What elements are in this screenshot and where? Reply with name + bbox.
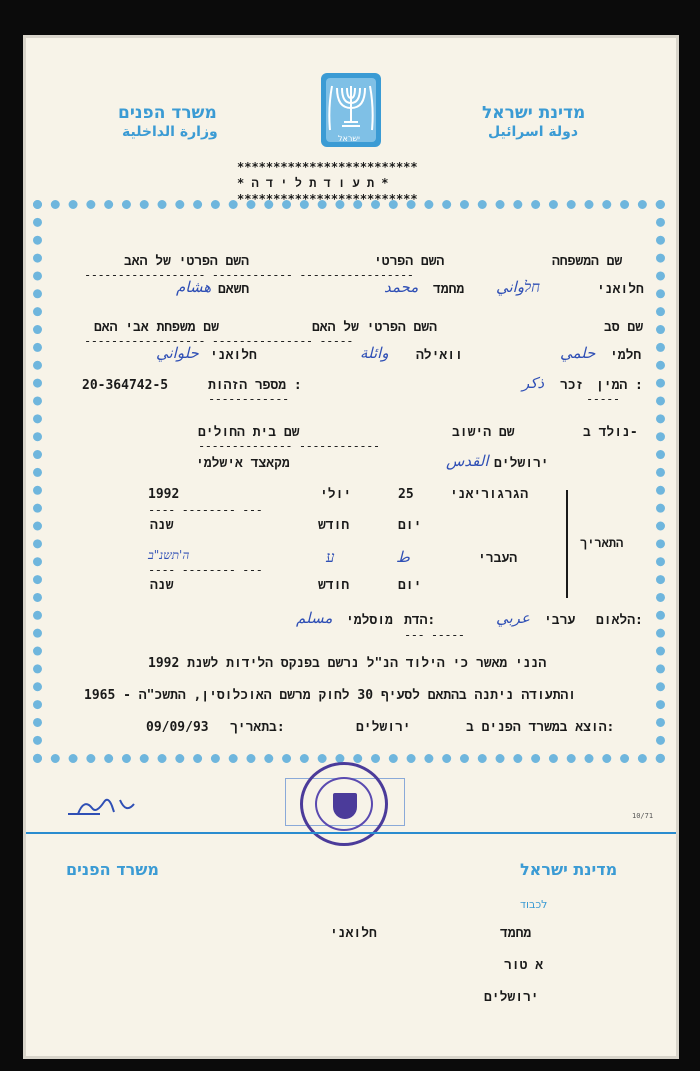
country-name-ar: دولة اسرائيل	[488, 124, 579, 140]
mother-name-label: השם הפרטי של האם	[312, 320, 437, 335]
gregorian-month: יולי	[320, 487, 352, 502]
hebrew-month-handwritten: ע	[326, 548, 335, 566]
first-name-label: השם הפרטי	[374, 254, 445, 269]
mother-father-value: חלואני	[210, 348, 257, 363]
issued-label: הוצא במשרד הפנים ב:	[466, 720, 615, 735]
separator: -----	[586, 392, 620, 406]
nationality-value: ערבי	[544, 613, 576, 628]
ministry-name-he: משרד הפנים	[118, 103, 217, 123]
first-name-handwritten: محمد	[384, 278, 419, 296]
nationality-handwritten: عربي	[496, 609, 530, 627]
mother-name-handwritten: وائلة	[360, 344, 389, 362]
family-name-handwritten: חלواني	[496, 278, 540, 296]
id-label: מספר הזהות :	[208, 378, 302, 393]
emblem-label: ישראל	[338, 134, 360, 143]
gregorian-year: 1992	[148, 487, 180, 502]
father-name-value: חשאם	[218, 282, 250, 297]
hebrew-label: העברי	[478, 551, 518, 566]
issued-date-label: בתאריך:	[230, 720, 285, 735]
separator: -------------- ------------	[198, 439, 380, 453]
title-stars-top: *************************	[237, 160, 418, 174]
religion-value: מוסלמי	[346, 613, 393, 628]
gregorian-day: 25	[398, 487, 414, 502]
id-value: 20-364742-5	[82, 378, 169, 393]
form-code: 10/71	[632, 812, 654, 820]
grandfather-value: חלמי	[610, 348, 642, 363]
recipient-last-name: חלואני	[330, 926, 377, 941]
sex-value: זכר	[560, 378, 584, 393]
recipient-first-name: מחמד	[500, 926, 532, 941]
gregorian-label: הגרגוריאני	[450, 487, 529, 502]
first-name-value: מחמד	[433, 282, 465, 297]
religion-label: הדת:	[404, 613, 436, 628]
mother-father-handwritten: حلواني	[156, 344, 199, 362]
separator: ------------------ --------------- -----	[84, 334, 353, 348]
nationality-label: הלאום:	[596, 613, 643, 628]
month-label-greg: חודש	[318, 518, 350, 533]
country-name-he: מדינת ישראל	[482, 103, 586, 123]
signature	[64, 792, 154, 820]
separator: ------------	[208, 392, 289, 406]
mother-father-label: שם משפחת אבי האם	[94, 320, 219, 335]
statement-line-1: הנני מאשר כי הילוד הנ"ל נרשם בפנקס הלידות לשנת 1992	[148, 656, 547, 671]
envelope-divider	[26, 832, 676, 834]
year-label-heb: שנה	[150, 578, 174, 593]
document-title: * ת ע ו ד ת ל י ד ה *	[237, 176, 389, 190]
year-label-greg: שנה	[150, 518, 174, 533]
month-label-heb: חודש	[318, 578, 350, 593]
born-label: נולד ב-	[583, 425, 638, 440]
date-side-label: התאריך	[580, 536, 624, 550]
mother-name-value: וואילה	[416, 348, 463, 363]
sex-label: המין :	[596, 378, 643, 393]
recipient-city: ירושלים	[484, 990, 539, 1005]
day-label-greg: יום	[398, 518, 422, 533]
hospital-value: מקאצד אישלמי	[196, 456, 290, 471]
decorative-border	[33, 200, 665, 763]
sex-handwritten: ذكر	[522, 374, 545, 392]
envelope-country: מדינת ישראל	[520, 860, 618, 879]
separator: --- -----	[404, 628, 465, 642]
issued-date: 09/09/93	[146, 720, 209, 735]
envelope-ministry: משרד הפנים	[66, 860, 159, 879]
family-name-value: חלואני	[597, 282, 644, 297]
place-handwritten: القدس	[446, 452, 489, 470]
envelope-to-label: לכבוד	[520, 898, 548, 911]
title-stars-bottom: *************************	[237, 192, 418, 206]
grandfather-handwritten: حلمي	[560, 344, 596, 362]
religion-handwritten: مسلم	[296, 609, 333, 627]
ministry-name-ar: وزارة الداخلية	[122, 124, 218, 140]
hospital-label: שם בית החולים	[198, 425, 300, 440]
father-name-label: השם הפרטי של האב	[124, 254, 249, 269]
place-value: ירושלים	[494, 456, 549, 471]
father-name-handwritten: هشام	[176, 278, 212, 296]
issued-place: ירושלים	[356, 720, 411, 735]
date-bracket	[566, 490, 568, 598]
separator: ---- -------- ---	[148, 503, 263, 517]
statement-line-2: והתעודה ניתנה בהתאם לסעיף 30 לחוק מרשם האוכלוסין, התשכ"ה - 1965	[84, 688, 576, 703]
hebrew-year-handwritten: ה'תשנ"ב	[148, 548, 190, 562]
recipient-street: א טור	[504, 958, 544, 973]
place-label: שם הישוב	[452, 425, 515, 440]
hebrew-day-handwritten: ط	[396, 548, 410, 566]
separator: ---- -------- ---	[148, 563, 263, 577]
family-name-label: שם המשפחה	[552, 254, 623, 269]
day-label-heb: יום	[398, 578, 422, 593]
grandfather-label: שם סב	[604, 320, 644, 335]
separator: ------------------ ------------ -----------------	[84, 268, 414, 282]
